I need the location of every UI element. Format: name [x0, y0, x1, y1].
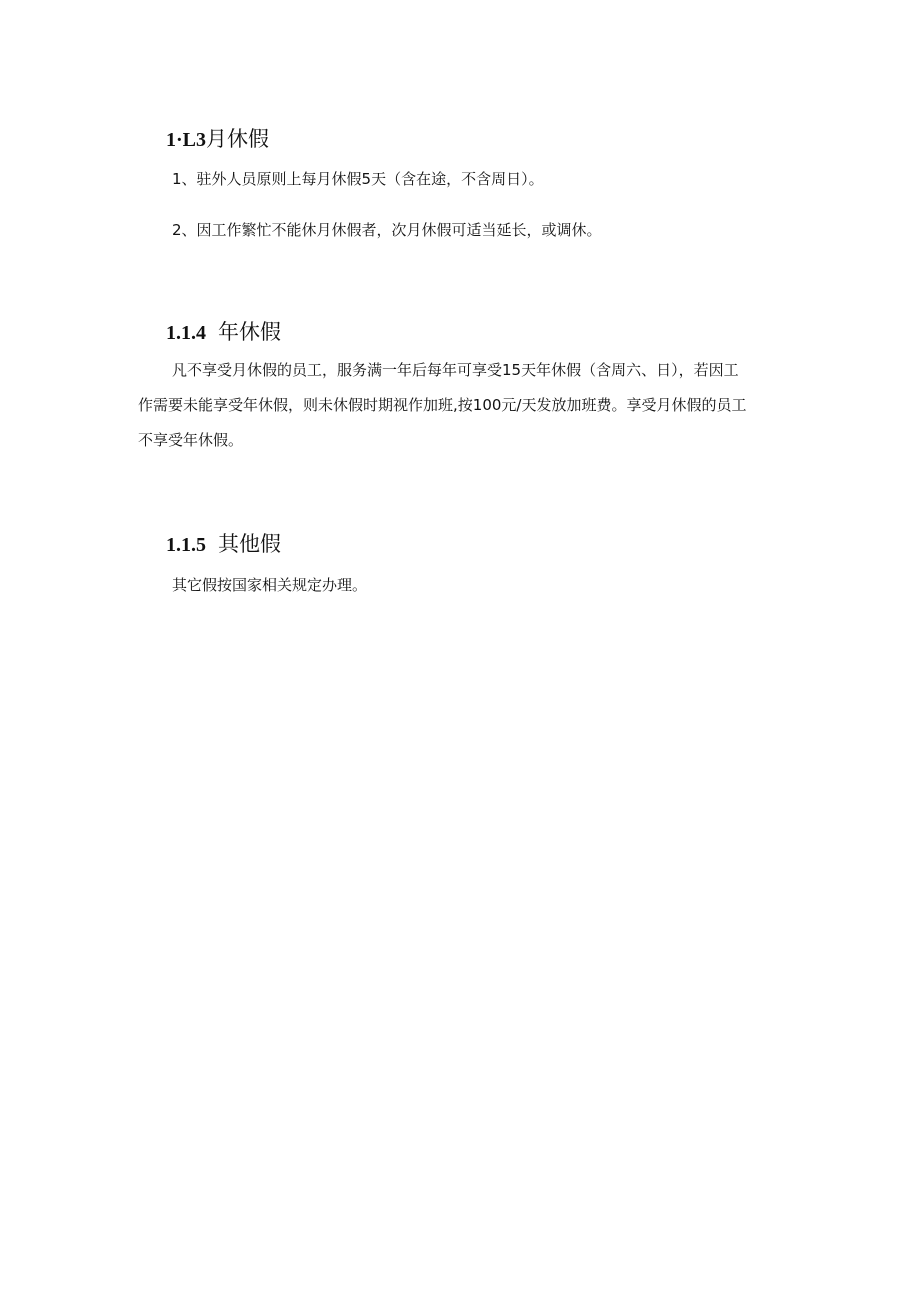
paragraph-line: 作需要未能享受年休假，则未休假时期视作加班,按100元/天发放加班费。享受月休假的员工 [138, 396, 747, 414]
section-heading-other-leave [166, 530, 281, 559]
section-title: 其他假 [218, 532, 281, 556]
monthly-leave-item-2: 2、因工作繁忙不能休月休假者，次月休假可适当延长，或调休。 [172, 221, 602, 239]
section-title: 月休假 [206, 127, 270, 151]
annual-leave-paragraph [138, 353, 778, 458]
section-heading-annual-leave [166, 318, 281, 347]
section-title: 年休假 [218, 320, 281, 344]
section-number: 1·L3 [166, 129, 207, 151]
paragraph-line: 凡不享受月休假的员工，服务满一年后每年可享受15天年休假（含周六、日），若因工 [172, 361, 739, 379]
section-number: 1.1.5 [166, 534, 206, 556]
other-leave-item-1: 其它假按国家相关规定办理。 [172, 576, 368, 594]
paragraph-line: 不享受年休假。 [138, 431, 244, 449]
monthly-leave-item-1: 1、驻外人员原则上每月休假5天（含在途，不含周日）。 [172, 170, 544, 188]
section-number: 1.1.4 [166, 322, 206, 344]
section-heading-monthly-leave [166, 125, 269, 154]
